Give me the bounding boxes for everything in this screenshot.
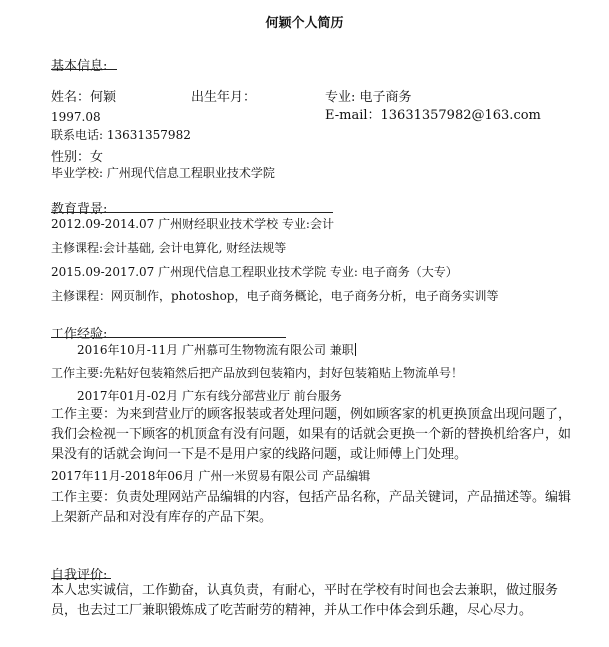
birth-value: 1997.08 bbox=[51, 110, 101, 124]
education-heading: 教育背景: bbox=[51, 202, 108, 217]
basic-info-underline bbox=[51, 69, 117, 70]
self-evaluation-heading: 自我评价: bbox=[51, 568, 108, 583]
email-field: E-mail：13631357982@163.com bbox=[325, 108, 541, 123]
job-1-header: 2016年10月-11月 广州慕可生物物流有限公司 兼职 bbox=[77, 343, 354, 357]
phone-field: 联系电话: 13631357982 bbox=[51, 128, 191, 142]
gender-field: 性别：女 bbox=[51, 150, 104, 165]
self-evaluation-text: 本人忠实诚信，工作勤奋，认真负责，有耐心，平时在学校有时间也会去兼职，做过服务员，也去过工厂兼职锻炼成了吃苦耐劳的精神，并从工作中体会到乐趣，尽心尽力。 bbox=[51, 583, 559, 618]
basic-info-heading: 基本信息: bbox=[51, 59, 108, 74]
education-underline bbox=[51, 212, 333, 213]
birth-label: 出生年月： bbox=[191, 90, 257, 105]
work-heading: 工作经验: bbox=[51, 327, 108, 342]
resume-title: 何颖个人简历 bbox=[265, 16, 344, 31]
name-field: 姓名：何颖 bbox=[51, 90, 117, 105]
text-cursor bbox=[355, 343, 356, 356]
school-field: 毕业学校: 广州现代信息工程职业技术学院 bbox=[51, 166, 275, 180]
education-entry-1: 2012.09-2014.07 广州财经职业技术学校 专业:会计 bbox=[51, 217, 334, 231]
job-3-description: 工作主要：负责处理网站产品编辑的内容，包括产品名称，产品关键词，产品描述等。编辑上架新产品和对没有库存的产品下架。 bbox=[51, 490, 572, 525]
job-2-header: 2017年01月-02月 广东有线分部营业厅 前台服务 bbox=[77, 389, 342, 403]
self-evaluation-underline bbox=[51, 578, 111, 579]
job-3-header: 2017年11月-2018年06月 广州一米贸易有限公司 产品编辑 bbox=[51, 469, 371, 483]
education-entry-2: 2015.09-2017.07 广州现代信息工程职业技术学院 专业: 电子商务（大专） bbox=[51, 265, 458, 279]
work-underline bbox=[51, 337, 286, 338]
education-courses-2: 主修课程：网页制作，photoshop，电子商务概论，电子商务分析，电子商务实训等 bbox=[51, 289, 499, 303]
job-1-description: 工作主要:先粘好包装箱然后把产品放到包装箱内，封好包装箱贴上物流单号！ bbox=[51, 366, 464, 380]
job-2-description: 工作主要：为来到营业厅的顾客报装或者处理问题，例如顾客家的机更换顶盒出现问题了，我们会检视一下顾客的机顶盒有没有问题，如果有的话就会更换一个新的替换机给客户，如果没有的话就会询问一下是不是用户家的线路问题，或让师傅上门处理。 bbox=[51, 407, 572, 462]
major-field: 专业: 电子商务 bbox=[325, 90, 412, 105]
education-courses-1: 主修课程:会计基础, 会计电算化, 财经法规等 bbox=[51, 241, 287, 255]
